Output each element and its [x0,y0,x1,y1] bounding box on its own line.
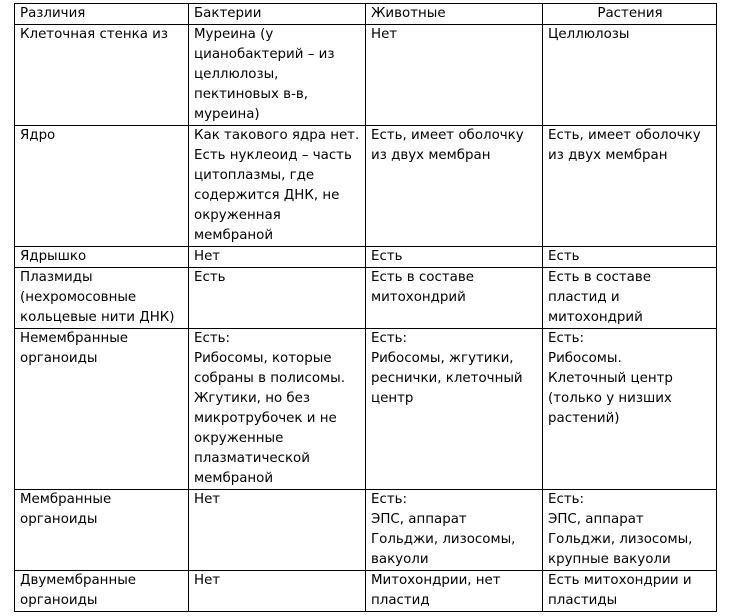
table-row [15,25,717,126]
table-row [15,268,717,329]
table-cell: Есть: Рибосомы, которые собраны в полисомы. Жгутики, но без микротрубочек и не окруженные плазматической мембраной [189,329,366,490]
header-differences: Различия [15,4,189,25]
table-cell: Муреина (у цианобактерий – из целлюлозы, пектиновых в-в, муреина) [189,25,366,126]
table-cell: Есть: ЭПС, аппарат Гольджи, лизосомы, крупные вакуоли [543,490,717,571]
table-cell: Плазмиды (нехромосовные кольцевые нити ДНК) [15,268,189,329]
table-row [15,126,717,247]
table-header-row [15,4,717,25]
header-animals: Животные [366,4,543,25]
table-cell: Нет [189,571,366,612]
table-cell: Как такового ядра нет. Есть нуклеоид – часть цитоплазмы, где содержится ДНК, не окруженная мембраной [189,126,366,247]
table-cell: Есть: ЭПС, аппарат Гольджи, лизосомы, вакуоли [366,490,543,571]
table-row [15,490,717,571]
table-row [15,329,717,490]
table-cell: Есть: Рибосомы, жгутики, реснички, клеточный центр [366,329,543,490]
comparison-table [14,3,717,612]
table-cell: Есть [366,247,543,268]
table-row [15,247,717,268]
table-cell: Есть [189,268,366,329]
header-plants: Растения [543,4,717,25]
table-cell: Нет [189,247,366,268]
table-cell: Есть в составе митохондрий [366,268,543,329]
table-cell: Нет [189,490,366,571]
table-cell: Есть, имеет оболочку из двух мембран [366,126,543,247]
table-cell: Митохондрии, нет пластид [366,571,543,612]
table-row [15,571,717,612]
table-cell: Есть митохондрии и пластиды [543,571,717,612]
table-cell: Клеточная стенка из [15,25,189,126]
table-cell: Двумембранные органоиды [15,571,189,612]
table-cell: Немембранные органоиды [15,329,189,490]
table-cell: Есть, имеет оболочку из двух мембран [543,126,717,247]
table-cell: Есть: Рибосомы. Клеточный центр (только у низших растений) [543,329,717,490]
table-cell: Есть в составе пластид и митохондрий [543,268,717,329]
table-cell: Нет [366,25,543,126]
table-cell: Ядрышко [15,247,189,268]
table-cell: Целлюлозы [543,25,717,126]
table-cell: Есть [543,247,717,268]
table-cell: Мембранные органоиды [15,490,189,571]
table-cell: Ядро [15,126,189,247]
header-bacteria: Бактерии [189,4,366,25]
